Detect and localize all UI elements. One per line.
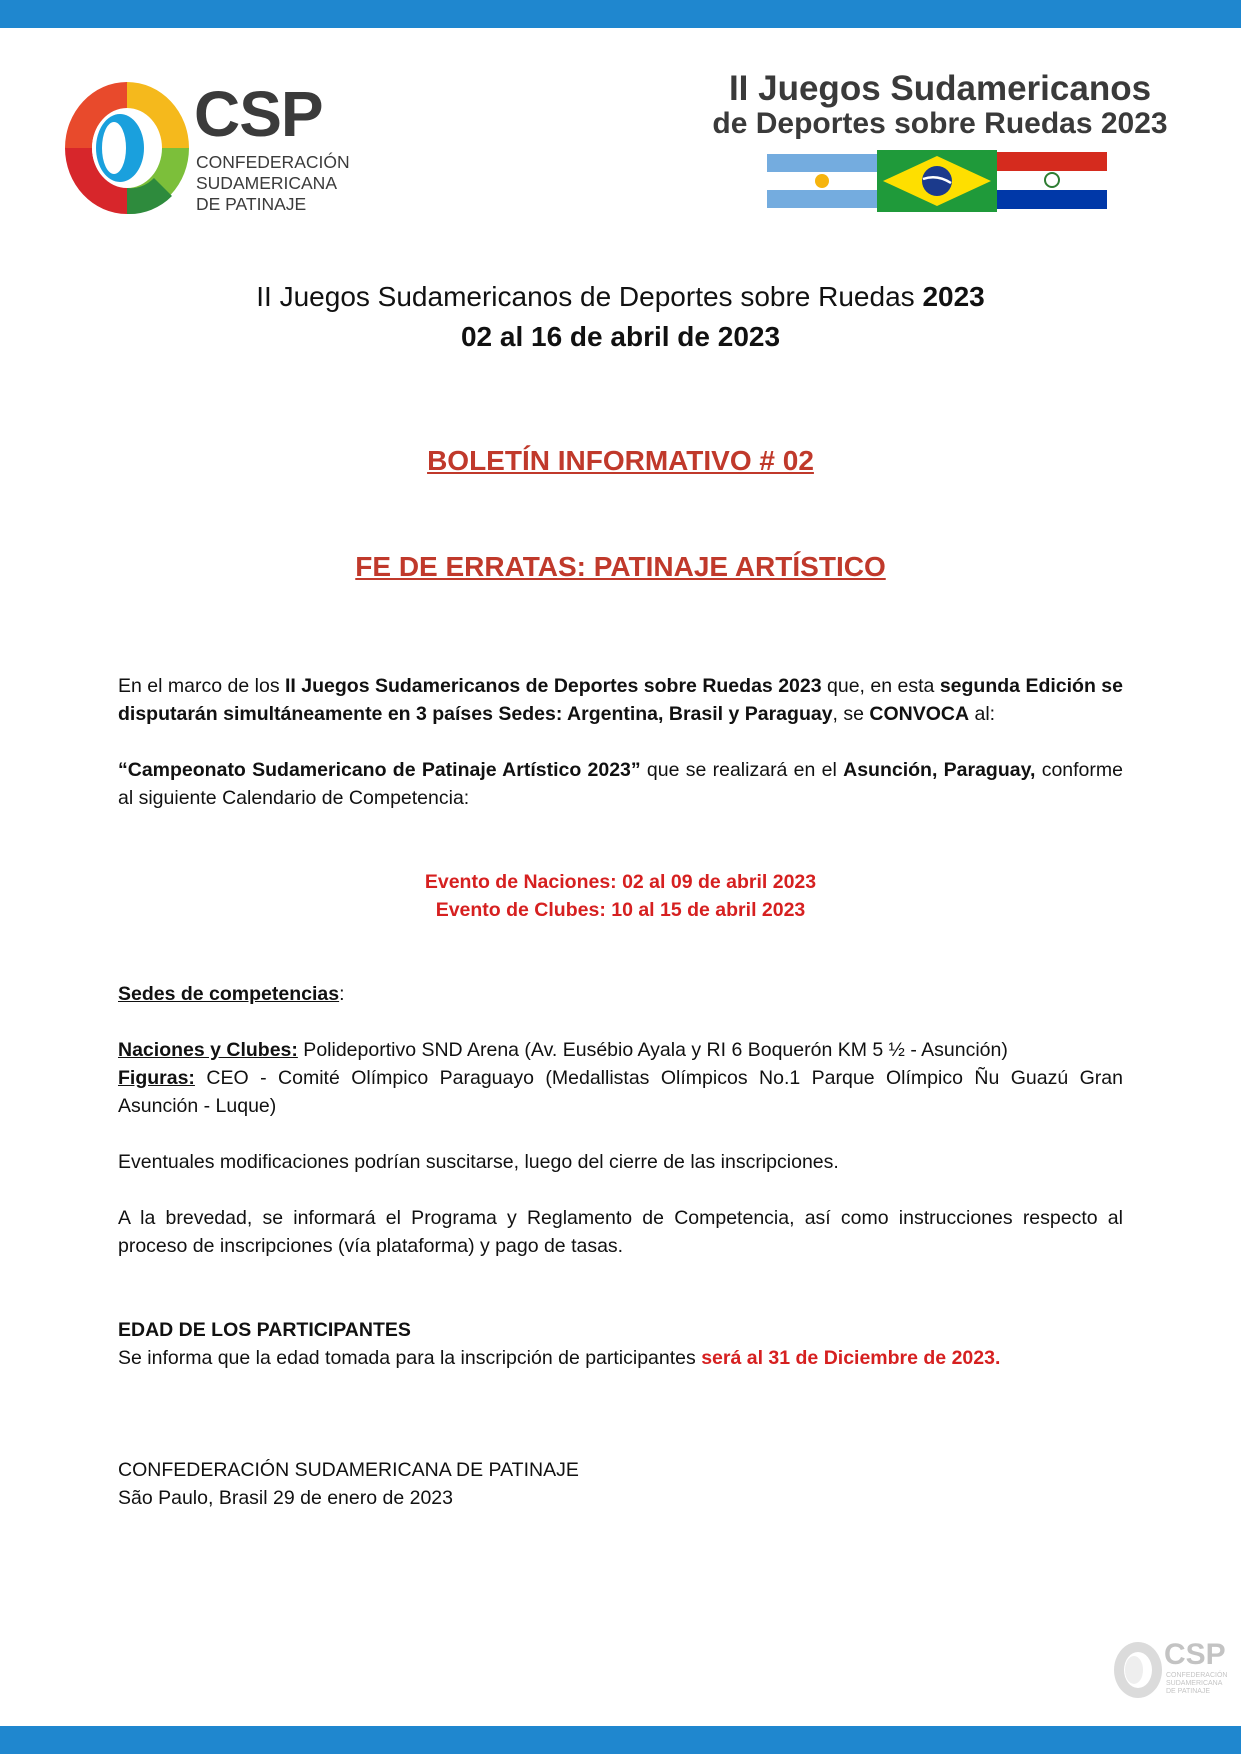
- event-logo: [680, 70, 1200, 230]
- intro-paragraph: En el marco de los II Juegos Sudamericanos de Deportes sobre Ruedas 2023 que, en esta segunda Edición se disputarán simultáneamente en 3 países Sedes: Argentina, Brasil y Paraguay, se CONVOCA al:: [118, 675, 1123, 725]
- event-logo-line2: de Deportes sobre Ruedas 2023: [712, 107, 1168, 140]
- errata-heading: FE DE ERRATAS: PATINAJE ARTÍSTICO: [355, 551, 886, 582]
- age-heading: EDAD DE LOS PARTICIPANTES: [118, 1319, 411, 1341]
- flags-graphic: [765, 148, 1115, 218]
- venues-heading: Sedes de competencias:: [118, 983, 345, 1005]
- championship-paragraph: “Campeonato Sudamericano de Patinaje Artístico 2023” que se realizará en el Asunción, Paraguay, conforme al siguiente Calendario de Competencia:: [118, 759, 1123, 809]
- event-title-text: II Juegos Sudamericanos de Deportes sobre Ruedas: [256, 281, 915, 312]
- brasil-flag-icon: [877, 150, 997, 212]
- bottom-color-band: [0, 1726, 1241, 1754]
- age-paragraph: Se informa que la edad tomada para la inscripción de participantes será al 31 de Diciembre de 2023.: [118, 1347, 1001, 1369]
- paraguay-flag-icon: [997, 152, 1107, 209]
- signature-org: CONFEDERACIÓN SUDAMERICANA DE PATINAJE: [118, 1459, 579, 1481]
- top-color-band: [0, 0, 1241, 28]
- signature-place-date: São Paulo, Brasil 29 de enero de 2023: [118, 1487, 453, 1509]
- footer-logo-subtitle: CONFEDERACIÓN SUDAMERICANA DE PATINAJE: [1166, 1672, 1228, 1695]
- footer-logo-brand: CSP: [1164, 1638, 1226, 1671]
- program-note: A la brevedad, se informará el Programa y Reglamento de Competencia, así como instrucciones respecto al proceso de inscripciones (vía plataforma) y pago de tasas.: [118, 1207, 1123, 1257]
- bulletin-heading: BOLETÍN INFORMATIVO # 02: [427, 445, 814, 476]
- footer-csp-logo: [1112, 1638, 1228, 1700]
- csp-logo-subtitle: CONFEDERACIÓN SUDAMERICANA DE PATINAJE: [196, 152, 350, 214]
- event-title: [0, 279, 1241, 315]
- event-clubs-dates: Evento de Clubes: 10 al 15 de abril 2023: [435, 899, 806, 921]
- event-logo-line1: II Juegos Sudamericanos: [728, 69, 1152, 108]
- venue-nations-clubs: Naciones y Clubes: Polideportivo SND Arena (Av. Eusébio Ayala y RI 6 Boquerón KM 5 ½ - Asunción): [118, 1039, 1008, 1061]
- csp-ring-icon: [62, 74, 192, 224]
- argentina-flag-icon: [767, 154, 877, 208]
- csp-logo-brand: CSP: [194, 78, 323, 150]
- csp-logo: [62, 74, 350, 224]
- event-nations-dates: Evento de Naciones: 02 al 09 de abril 2023: [424, 871, 817, 893]
- modifications-note: Eventuales modificaciones podrían suscitarse, luego del cierre de las inscripciones.: [118, 1151, 839, 1173]
- footer-ring-icon: [1112, 1640, 1164, 1700]
- venue-figures: Figuras: CEO - Comité Olímpico Paraguayo (Medallistas Olímpicos No.1 Parque Olímpico Ñu Guazú Gran Asunción - Luque): [118, 1067, 1123, 1117]
- event-dates: 02 al 16 de abril de 2023: [460, 321, 781, 352]
- event-title-year: 2023: [922, 281, 985, 312]
